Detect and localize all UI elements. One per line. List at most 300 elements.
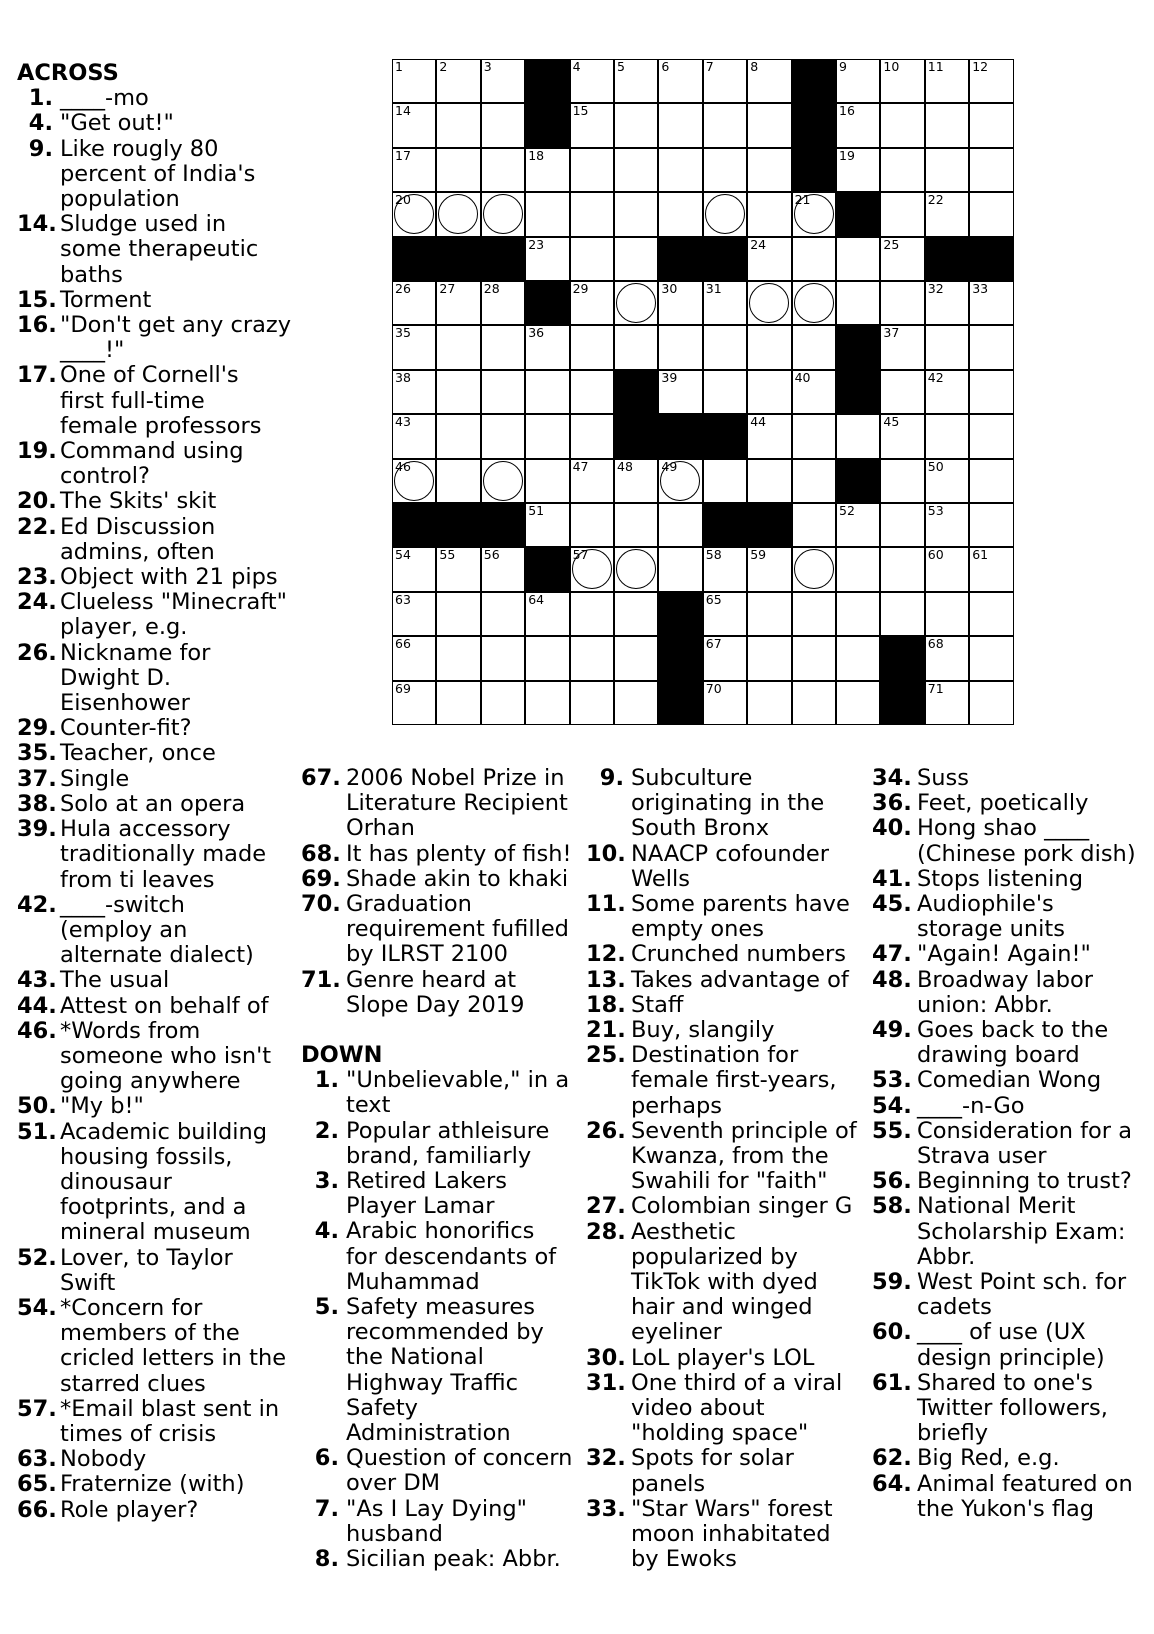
grid-square[interactable] <box>525 325 569 369</box>
grid-square[interactable] <box>836 547 880 591</box>
grid-square[interactable] <box>925 148 969 192</box>
grid-square[interactable] <box>392 59 436 103</box>
grid-square[interactable] <box>570 547 614 591</box>
clue-line: The usual <box>60 967 170 994</box>
grid-square[interactable] <box>925 636 969 680</box>
grid-square[interactable] <box>836 148 880 192</box>
grid-square[interactable] <box>703 592 747 636</box>
clue-number: 35. <box>17 740 57 767</box>
grid-square[interactable] <box>481 148 525 192</box>
square-number: 54 <box>395 547 411 563</box>
grid-square[interactable] <box>525 681 569 725</box>
clue-line: female professors <box>60 412 262 439</box>
grid-square[interactable] <box>392 103 436 147</box>
grid-square[interactable] <box>392 370 436 414</box>
block-square <box>792 148 836 192</box>
grid-square[interactable] <box>792 681 836 725</box>
grid-square[interactable] <box>747 636 791 680</box>
clue <box>872 1194 1154 1270</box>
grid-square[interactable] <box>925 681 969 725</box>
grid-square[interactable] <box>880 370 924 414</box>
grid-square[interactable] <box>925 414 969 458</box>
grid-square[interactable] <box>792 370 836 414</box>
grid-square[interactable] <box>570 192 614 236</box>
clue-line: Administration <box>346 1420 511 1447</box>
grid-square[interactable] <box>747 237 791 281</box>
circle-mark <box>616 283 656 323</box>
grid-square[interactable] <box>925 547 969 591</box>
grid-square[interactable] <box>614 325 658 369</box>
square-number: 45 <box>883 414 900 430</box>
clue <box>17 1019 297 1095</box>
clue-line: the National <box>346 1344 484 1371</box>
grid-square[interactable] <box>836 59 880 103</box>
square-number: 25 <box>883 236 900 252</box>
grid-square[interactable] <box>703 547 747 591</box>
clue-line: by ILRST 2100 <box>346 941 508 968</box>
grid-square[interactable] <box>570 459 614 503</box>
clue-number: 45. <box>872 891 912 918</box>
grid-square[interactable] <box>792 503 836 547</box>
block-square <box>836 370 880 414</box>
clue-number: 67. <box>301 765 341 791</box>
grid-square[interactable] <box>969 503 1013 547</box>
grid-square[interactable] <box>747 370 791 414</box>
clue-line: Destination for <box>631 1042 799 1069</box>
grid-square[interactable] <box>392 281 436 325</box>
grid-square[interactable] <box>481 103 525 147</box>
clue-line: Hula accessory <box>60 816 231 843</box>
grid-square[interactable] <box>925 103 969 147</box>
grid-square[interactable] <box>614 148 658 192</box>
clue-line: times of crisis <box>60 1420 217 1447</box>
grid-square[interactable] <box>570 681 614 725</box>
square-number: 12 <box>972 59 989 74</box>
clue-number: 51. <box>17 1118 57 1145</box>
grid-square[interactable] <box>747 325 791 369</box>
clue-column-4 <box>872 766 1154 1522</box>
square-number: 11 <box>927 59 944 74</box>
grid-square[interactable] <box>747 681 791 725</box>
grid-square[interactable] <box>658 370 702 414</box>
clue <box>17 137 297 213</box>
clue-text <box>631 1220 866 1346</box>
grid-square[interactable] <box>747 592 791 636</box>
clue-number: 46. <box>17 1017 57 1044</box>
grid-square[interactable] <box>570 59 614 103</box>
grid-square[interactable] <box>880 459 924 503</box>
clue-number: 64. <box>872 1470 912 1497</box>
grid-square[interactable] <box>392 192 436 236</box>
clue-line: (Chinese pork dish) <box>917 840 1136 867</box>
grid-square[interactable] <box>703 281 747 325</box>
clue-text <box>60 741 297 766</box>
clue <box>17 212 297 288</box>
grid-square[interactable] <box>969 459 1013 503</box>
grid-square[interactable] <box>658 192 702 236</box>
grid-square[interactable] <box>747 547 791 591</box>
clue-line: *Concern for <box>60 1294 203 1321</box>
clue-number: 21. <box>586 1017 626 1044</box>
grid-square[interactable] <box>525 459 569 503</box>
clue-text <box>60 893 297 969</box>
clue <box>17 1120 297 1246</box>
square-number: 50 <box>927 458 944 474</box>
grid-square[interactable] <box>525 148 569 192</box>
grid-square[interactable] <box>836 592 880 636</box>
clue-line: Orhan <box>346 815 415 842</box>
grid-square[interactable] <box>792 281 836 325</box>
grid-square[interactable] <box>614 592 658 636</box>
grid-square[interactable] <box>614 192 658 236</box>
grid-square[interactable] <box>614 503 658 547</box>
square-number: 58 <box>705 547 722 563</box>
grid-square[interactable] <box>436 103 480 147</box>
block-square <box>747 503 791 547</box>
clue-line: Swahili for "faith" <box>631 1168 828 1195</box>
circle-mark <box>794 283 834 323</box>
grid-square[interactable] <box>525 414 569 458</box>
clue-number: 27. <box>586 1193 626 1220</box>
grid-square[interactable] <box>792 459 836 503</box>
grid-square[interactable] <box>925 59 969 103</box>
clue-text <box>917 867 1154 892</box>
block-square <box>392 237 436 281</box>
square-number: 53 <box>927 503 944 518</box>
grid-square[interactable] <box>836 103 880 147</box>
grid-square[interactable] <box>436 592 480 636</box>
grid-square[interactable] <box>969 370 1013 414</box>
grid-square[interactable] <box>570 503 614 547</box>
grid-square[interactable] <box>525 370 569 414</box>
clue-number: 8. <box>314 1546 339 1573</box>
grid-square[interactable] <box>658 281 702 325</box>
clue-number: 50. <box>17 1093 57 1120</box>
block-square <box>525 547 569 591</box>
grid-square[interactable] <box>925 325 969 369</box>
clue-text <box>60 515 297 565</box>
grid-square[interactable] <box>836 503 880 547</box>
grid-square[interactable] <box>969 325 1013 369</box>
grid-square[interactable] <box>969 148 1013 192</box>
grid-square[interactable] <box>481 459 525 503</box>
grid-square[interactable] <box>925 370 969 414</box>
clue-line: Command using <box>60 438 244 465</box>
grid-square[interactable] <box>925 592 969 636</box>
grid-square[interactable] <box>525 636 569 680</box>
grid-square[interactable] <box>392 547 436 591</box>
grid-square[interactable] <box>436 681 480 725</box>
clue <box>17 1296 297 1397</box>
grid-square[interactable] <box>880 503 924 547</box>
square-number: 63 <box>395 591 411 607</box>
section-heading: ACROSS <box>17 60 119 86</box>
grid-square[interactable] <box>392 414 436 458</box>
grid-square[interactable] <box>925 281 969 325</box>
grid-square[interactable] <box>836 636 880 680</box>
grid-square[interactable] <box>436 636 480 680</box>
grid-square[interactable] <box>614 281 658 325</box>
grid-square[interactable] <box>969 59 1013 103</box>
grid-square[interactable] <box>614 237 658 281</box>
grid-square[interactable] <box>836 281 880 325</box>
grid-square[interactable] <box>614 59 658 103</box>
grid-square[interactable] <box>703 370 747 414</box>
grid-square[interactable] <box>436 370 480 414</box>
clue-line: Clueless "Minecraft" <box>60 589 287 616</box>
clue-text <box>60 313 297 363</box>
clue-text <box>917 892 1154 942</box>
grid-square[interactable] <box>481 414 525 458</box>
grid-square[interactable] <box>658 325 702 369</box>
grid-square[interactable] <box>703 681 747 725</box>
grid-square[interactable] <box>392 636 436 680</box>
grid-square[interactable] <box>481 636 525 680</box>
clue-text <box>917 1068 1154 1093</box>
grid-square[interactable] <box>658 459 702 503</box>
clue-line: Nobody <box>60 1446 147 1473</box>
clue-number: 57. <box>17 1395 57 1422</box>
grid-square[interactable] <box>658 148 702 192</box>
clue-line: drawing board <box>917 1042 1080 1069</box>
block-square <box>880 636 924 680</box>
clue <box>17 111 297 136</box>
grid-square[interactable] <box>436 192 480 236</box>
grid-square[interactable] <box>880 103 924 147</box>
grid-square[interactable] <box>570 237 614 281</box>
grid-square[interactable] <box>570 281 614 325</box>
block-square <box>658 636 702 680</box>
clue-text <box>631 1119 866 1195</box>
clue-number: 60. <box>872 1319 912 1346</box>
clue-line: Lover, to Taylor <box>60 1244 233 1271</box>
clue-number: 12. <box>586 941 626 968</box>
clue-number: 4. <box>28 110 53 137</box>
grid-square[interactable] <box>747 103 791 147</box>
grid-square[interactable] <box>658 103 702 147</box>
clue-line: South Bronx <box>631 815 770 842</box>
grid-square[interactable] <box>969 192 1013 236</box>
square-number: 14 <box>395 103 411 119</box>
clue-text <box>346 1497 581 1547</box>
grid-square[interactable] <box>392 459 436 503</box>
grid-square[interactable] <box>703 459 747 503</box>
grid-square[interactable] <box>436 59 480 103</box>
grid-square[interactable] <box>747 281 791 325</box>
grid-square[interactable] <box>792 325 836 369</box>
clue-text <box>917 942 1154 967</box>
grid-square[interactable] <box>836 237 880 281</box>
clue-number: 17. <box>17 362 57 389</box>
grid-square[interactable] <box>969 636 1013 680</box>
grid-square[interactable] <box>481 192 525 236</box>
grid-square[interactable] <box>614 681 658 725</box>
clue-line: Hong shao ____ <box>917 815 1090 842</box>
square-number: 59 <box>750 547 767 563</box>
grid-square[interactable] <box>525 237 569 281</box>
grid-square[interactable] <box>836 414 880 458</box>
grid-square[interactable] <box>481 547 525 591</box>
grid-square[interactable] <box>925 503 969 547</box>
clue <box>301 1446 581 1496</box>
clue <box>17 1498 297 1523</box>
clue-line: briefly <box>917 1420 989 1447</box>
grid-square[interactable] <box>703 325 747 369</box>
grid-square[interactable] <box>880 148 924 192</box>
grid-square[interactable] <box>481 59 525 103</box>
grid-square[interactable] <box>747 414 791 458</box>
grid-square[interactable] <box>969 281 1013 325</box>
grid-square[interactable] <box>880 281 924 325</box>
grid-square[interactable] <box>880 237 924 281</box>
clue-number: 54. <box>872 1092 912 1119</box>
grid-square[interactable] <box>570 325 614 369</box>
block-square <box>703 414 747 458</box>
clue-text <box>60 1019 297 1095</box>
clue-number: 68. <box>301 840 341 867</box>
grid-square[interactable] <box>570 636 614 680</box>
grid-square[interactable] <box>836 681 880 725</box>
grid-square[interactable] <box>614 636 658 680</box>
clue-text <box>346 1295 581 1446</box>
clue <box>17 439 297 489</box>
grid-square[interactable] <box>969 547 1013 591</box>
block-square <box>792 59 836 103</box>
grid-square[interactable] <box>525 503 569 547</box>
clue-text <box>346 1446 581 1496</box>
clue-line: control? <box>60 463 150 490</box>
clue <box>586 1497 866 1573</box>
grid-square[interactable] <box>792 547 836 591</box>
clue <box>872 1371 1154 1447</box>
grid-square[interactable] <box>570 103 614 147</box>
grid-square[interactable] <box>392 325 436 369</box>
grid-square[interactable] <box>703 148 747 192</box>
clue <box>301 1068 581 1118</box>
clue-text <box>346 1547 581 1572</box>
grid-square[interactable] <box>481 325 525 369</box>
grid-square[interactable] <box>658 503 702 547</box>
grid-square[interactable] <box>570 414 614 458</box>
clue-text <box>60 86 297 111</box>
clue-line: "Again! Again!" <box>917 941 1091 968</box>
grid-square[interactable] <box>392 592 436 636</box>
block-square <box>836 192 880 236</box>
clue-line: Sludge used in <box>60 211 227 238</box>
grid-square[interactable] <box>747 148 791 192</box>
grid-square[interactable] <box>969 414 1013 458</box>
clue-text <box>346 842 581 867</box>
grid-square[interactable] <box>747 59 791 103</box>
grid-square[interactable] <box>436 547 480 591</box>
grid-square[interactable] <box>614 459 658 503</box>
clue-line: brand, familiarly <box>346 1142 532 1169</box>
grid-square[interactable] <box>614 103 658 147</box>
grid-square[interactable] <box>969 681 1013 725</box>
clue <box>17 1094 297 1119</box>
grid-square[interactable] <box>703 103 747 147</box>
grid-square[interactable] <box>925 192 969 236</box>
grid-square[interactable] <box>969 592 1013 636</box>
grid-square[interactable] <box>880 325 924 369</box>
clue-line: eyeliner <box>631 1319 722 1346</box>
grid-square[interactable] <box>880 592 924 636</box>
grid-square[interactable] <box>880 59 924 103</box>
block-square <box>614 414 658 458</box>
grid-square[interactable] <box>614 547 658 591</box>
grid-square[interactable] <box>525 592 569 636</box>
grid-square[interactable] <box>969 103 1013 147</box>
grid-square[interactable] <box>792 237 836 281</box>
clue-line: "Get out!" <box>60 110 174 137</box>
clue <box>17 1472 297 1497</box>
grid-square[interactable] <box>392 148 436 192</box>
clue-text <box>631 1043 866 1119</box>
grid-square[interactable] <box>658 59 702 103</box>
clue-line: Feet, poetically <box>917 790 1089 817</box>
grid-square[interactable] <box>436 281 480 325</box>
grid-square[interactable] <box>880 192 924 236</box>
square-number: 22 <box>927 192 944 208</box>
clue-line: Safety <box>346 1394 418 1421</box>
grid-square[interactable] <box>792 414 836 458</box>
clue-line: Single <box>60 765 130 792</box>
clue <box>17 716 297 741</box>
grid-square[interactable] <box>925 459 969 503</box>
clue-number: 32. <box>586 1445 626 1472</box>
square-number: 42 <box>927 369 944 385</box>
block-square <box>658 592 702 636</box>
grid-square[interactable] <box>481 370 525 414</box>
grid-square[interactable] <box>525 192 569 236</box>
grid-square[interactable] <box>436 459 480 503</box>
grid-square[interactable] <box>436 148 480 192</box>
square-number: 6 <box>661 59 670 74</box>
grid-square[interactable] <box>792 192 836 236</box>
grid-square[interactable] <box>570 592 614 636</box>
grid-square[interactable] <box>880 414 924 458</box>
clue-line: Popular athleisure <box>346 1117 550 1144</box>
clue <box>301 1497 581 1547</box>
grid-square[interactable] <box>703 636 747 680</box>
grid-square[interactable] <box>436 325 480 369</box>
grid-square[interactable] <box>570 370 614 414</box>
clue-number: 5. <box>314 1294 339 1321</box>
grid-square[interactable] <box>792 592 836 636</box>
grid-square[interactable] <box>436 414 480 458</box>
block-square <box>658 237 702 281</box>
grid-square[interactable] <box>880 547 924 591</box>
grid-square[interactable] <box>481 681 525 725</box>
grid-square[interactable] <box>570 148 614 192</box>
grid-square[interactable] <box>481 281 525 325</box>
clue-line: Subculture <box>631 765 753 791</box>
grid-square[interactable] <box>747 192 791 236</box>
grid-square[interactable] <box>658 547 702 591</box>
clue-text <box>917 1194 1154 1270</box>
clue-number: 55. <box>872 1117 912 1144</box>
grid-square[interactable] <box>703 192 747 236</box>
clue-line: Player Lamar <box>346 1193 495 1220</box>
clue-text <box>631 942 866 967</box>
grid-square[interactable] <box>747 459 791 503</box>
clue-line: Genre heard at <box>346 966 517 993</box>
section-heading: DOWN <box>301 1042 383 1069</box>
grid-square[interactable] <box>392 681 436 725</box>
grid-square[interactable] <box>792 636 836 680</box>
grid-square[interactable] <box>481 592 525 636</box>
grid-square[interactable] <box>703 59 747 103</box>
